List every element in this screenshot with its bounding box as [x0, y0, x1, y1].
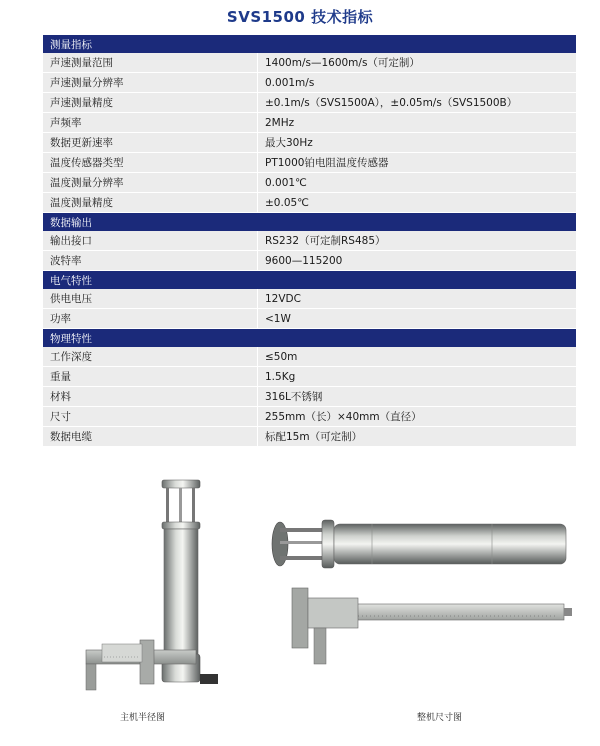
- table-row: [43, 367, 576, 387]
- table-row: [43, 309, 576, 329]
- spec-label: 声速测量范围: [43, 53, 258, 73]
- spec-label: 输出接口: [43, 231, 258, 251]
- table-row: [43, 93, 576, 113]
- table-row: [43, 289, 576, 309]
- full-unit-size-photo: [262, 510, 572, 690]
- spec-value: 1.5Kg: [258, 367, 577, 387]
- section-header: [43, 271, 576, 290]
- section-header: [43, 213, 576, 232]
- spec-value: PT1000铂电阻温度传感器: [258, 153, 577, 173]
- spec-value: 0.001m/s: [258, 73, 577, 93]
- spec-value: RS232（可定制RS485）: [258, 231, 577, 251]
- spec-label: 重量: [43, 367, 258, 387]
- table-row: [43, 53, 576, 73]
- table-row: [43, 427, 576, 447]
- spec-label: 工作深度: [43, 347, 258, 367]
- table-row: [43, 231, 576, 251]
- spec-label: 尺寸: [43, 407, 258, 427]
- left-photo-caption: 主机半径图: [120, 713, 166, 723]
- section-header: [43, 329, 576, 348]
- spec-label: 温度测量分辨率: [43, 173, 258, 193]
- spec-label: 温度传感器类型: [43, 153, 258, 173]
- main-unit-radius-photo: [80, 474, 220, 709]
- spec-value: <1W: [258, 309, 577, 329]
- spec-label: 功率: [43, 309, 258, 329]
- section-header: [43, 35, 576, 53]
- table-row: [43, 407, 576, 427]
- spec-label: 数据电缆: [43, 427, 258, 447]
- spec-value: 最大30Hz: [258, 133, 577, 153]
- section-title: 物理特性: [43, 329, 576, 348]
- table-row: [43, 73, 576, 93]
- spec-label: 材料: [43, 387, 258, 407]
- spec-value: 2MHz: [258, 113, 577, 133]
- table-row: [43, 153, 576, 173]
- spec-value: 316L不锈钢: [258, 387, 577, 407]
- page-title: SVS1500 技术指标: [226, 8, 374, 26]
- table-row: [43, 193, 576, 213]
- spec-value: 255mm（长）×40mm（直径）: [258, 407, 577, 427]
- section-title: 测量指标: [43, 35, 576, 53]
- table-row: [43, 387, 576, 407]
- spec-value: ±0.05℃: [258, 193, 577, 213]
- spec-value: 9600—115200: [258, 251, 577, 271]
- right-photo-caption: 整机尺寸图: [417, 713, 463, 723]
- table-row: [43, 347, 576, 367]
- spec-label: 声频率: [43, 113, 258, 133]
- spec-label: 数据更新速率: [43, 133, 258, 153]
- spec-label: 供电电压: [43, 289, 258, 309]
- spec-value: 12VDC: [258, 289, 577, 309]
- spec-value: 标配15m（可定制）: [258, 427, 577, 447]
- spec-label: 温度测量精度: [43, 193, 258, 213]
- table-row: [43, 251, 576, 271]
- spec-label: 声速测量分辨率: [43, 73, 258, 93]
- table-row: [43, 133, 576, 153]
- table-row: [43, 173, 576, 193]
- spec-value: ±0.1m/s（SVS1500A），±0.05m/s（SVS1500B）: [258, 93, 577, 113]
- spec-table: [43, 35, 576, 447]
- section-title: 数据输出: [43, 213, 576, 232]
- spec-label: 声速测量精度: [43, 93, 258, 113]
- section-title: 电气特性: [43, 271, 576, 290]
- spec-value: ≤50m: [258, 347, 577, 367]
- spec-label: 波特率: [43, 251, 258, 271]
- table-row: [43, 113, 576, 133]
- spec-value: 0.001℃: [258, 173, 577, 193]
- spec-value: 1400m/s—1600m/s（可定制）: [258, 53, 577, 73]
